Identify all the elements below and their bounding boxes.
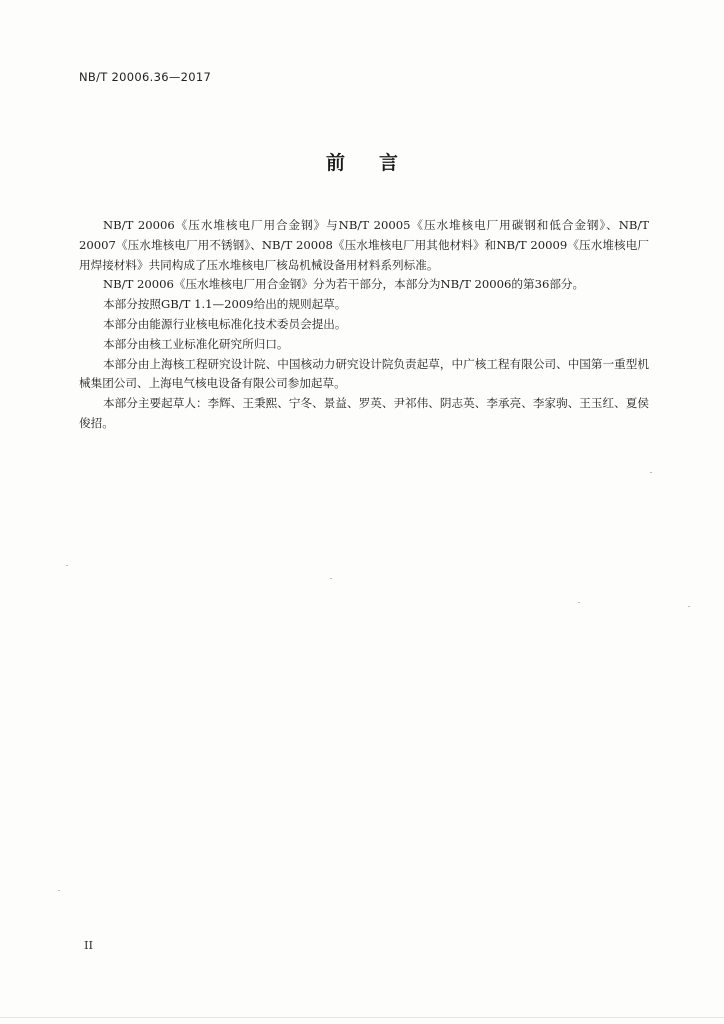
- paragraph: 本部分按照GB/T 1.1—2009给出的规则起草。: [103, 297, 347, 312]
- paragraph: 本部分由能源行业核电标准化技术委员会提出。: [103, 316, 347, 331]
- scan-speck: [58, 890, 60, 891]
- paragraph: 本部分由核工业标准化研究所归口。: [103, 336, 289, 351]
- foreword-body: [79, 216, 649, 434]
- scan-speck: [650, 472, 652, 473]
- page-number: II: [84, 938, 94, 952]
- scan-speck: [66, 565, 68, 566]
- paragraph: NB/T 20006《压水堆核电厂用合金钢》分为若干部分，本部分为NB/T 20006的第36部分。: [103, 277, 585, 292]
- scan-speck: [578, 602, 580, 603]
- scan-edge: [0, 1017, 724, 1018]
- scan-speck: [688, 606, 690, 607]
- scan-speck: [330, 578, 332, 579]
- paragraph: 本部分主要起草人：李辉、王秉熙、宁冬、景益、罗英、尹祁伟、阴志英、李承亮、李家驹、王玉红、夏侯俊招。: [79, 396, 649, 430]
- paragraph: 本部分由上海核工程研究设计院、中国核动力研究设计院负责起草，中广核工程有限公司、中国第一重型机械集团公司、上海电气核电设备有限公司参加起草。: [79, 356, 649, 391]
- paragraph: NB/T 20006《压水堆核电厂用合金钢》与NB/T 20005《压水堆核电厂用碳钢和低合金钢》、NB/T 20007《压水堆核电厂用不锈钢》、NB/T 20008《压水堆核电厂用其他材料》和NB/T 20009《压水堆核电厂用焊接材料》共同构成了压水堆核电厂核岛机械设备用材料系列标准。: [79, 218, 649, 272]
- page-title: 前言: [325, 152, 432, 174]
- document-code: NB/T 20006.36—2017: [79, 70, 212, 84]
